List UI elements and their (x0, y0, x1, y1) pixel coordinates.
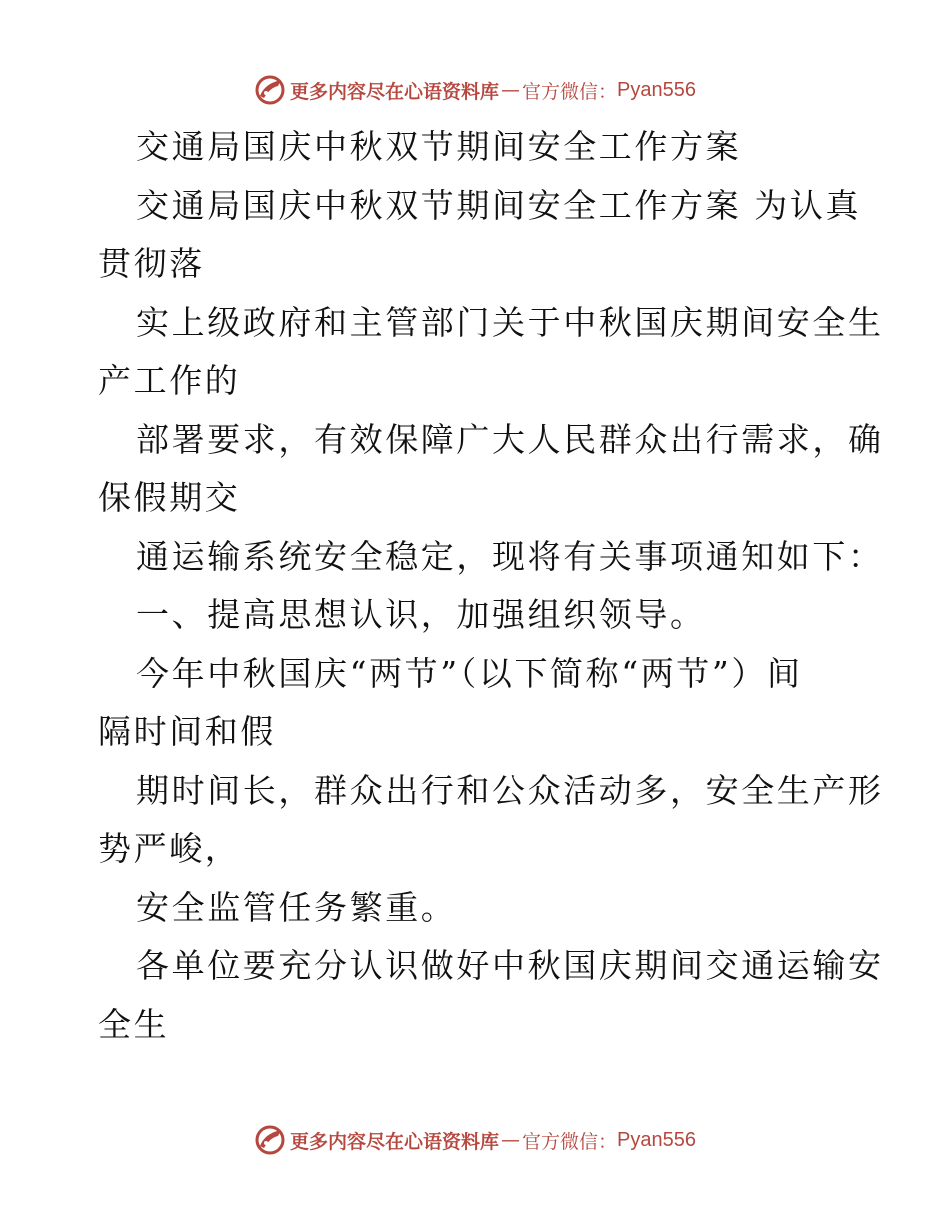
document-line: 部署要求，有效保障广大人民群众出行需求，确 (136, 419, 884, 459)
document-body (98, 118, 884, 1054)
document-line: 期时间长，群众出行和公众活动多，安全生产形 (136, 770, 884, 810)
document-line: 交通局国庆中秋双节期间安全工作方案 为认真 (136, 185, 862, 225)
document-line: 隔时间和假 (98, 712, 276, 751)
watermark-site-text: 更多内容尽在心语资料库 (290, 1130, 500, 1153)
document-line: 今年中秋国庆“两节”（以下简称“两节”）间 (136, 653, 803, 693)
document-line: 保假期交 (98, 478, 241, 517)
document-line: 全生 (98, 1004, 170, 1044)
watermark-wechat-id: Pyan556 (617, 78, 696, 101)
document-line: 安全监管任务繁重。 (136, 887, 457, 927)
document-line: 产工作的 (98, 361, 241, 400)
footer-watermark (0, 1120, 950, 1160)
document-line: 势严峻， (98, 829, 241, 868)
document-line: 实上级政府和主管部门关于中秋国庆期间安全生 (136, 302, 884, 342)
document-line: 交通局国庆中秋双节期间安全工作方案 (136, 127, 742, 166)
watermark-wechat-id: Pyan556 (617, 1128, 696, 1151)
watermark-site-text: 更多内容尽在心语资料库 (290, 80, 500, 103)
watermark-wechat-label: 官方微信： (522, 1130, 618, 1153)
document-line: 贯彻落 (98, 244, 205, 283)
pen-logo-icon (254, 74, 286, 106)
watermark-wechat-label: 官方微信： (522, 80, 618, 103)
watermark-dash: — (501, 1129, 521, 1151)
watermark-dash: — (501, 79, 521, 101)
document-line: 一、提高思想认识，加强组织领导。 (136, 595, 706, 634)
pen-logo-icon (254, 1124, 286, 1156)
document-line: 通运输系统安全稳定，现将有关事项通知如下： (136, 536, 884, 576)
document-line: 各单位要充分认识做好中秋国庆期间交通运输安 (136, 946, 884, 985)
header-watermark (0, 70, 950, 110)
